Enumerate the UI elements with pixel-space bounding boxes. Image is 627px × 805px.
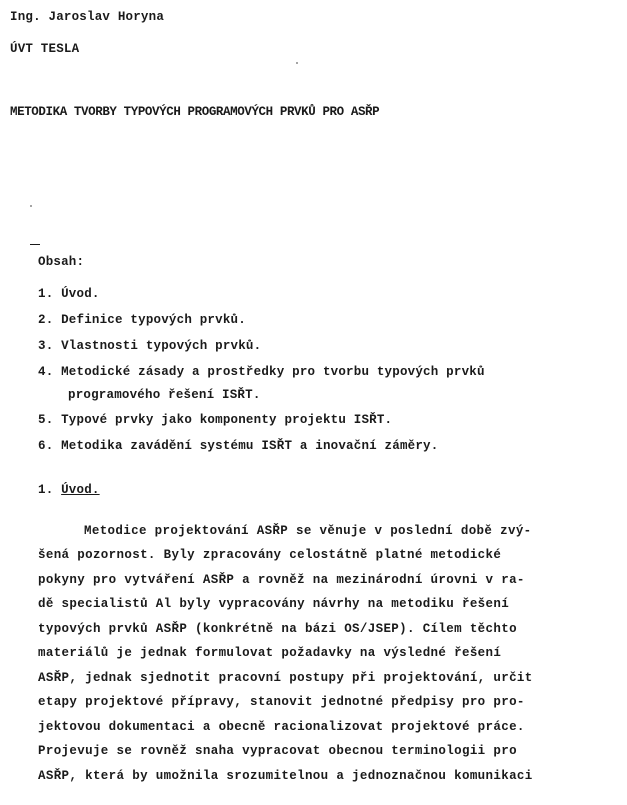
paragraph-line: ASŘP, která by umožnila srozumitelnou a jednoznačnou komunikaci [38, 769, 533, 783]
contents-heading: Obsah: [38, 255, 85, 269]
section-heading [38, 483, 100, 497]
paragraph-line: etapy projektové přípravy, stanovit jednotné předpisy pro pro- [38, 695, 525, 709]
scan-speck [296, 62, 298, 64]
paragraph-line: šená pozornost. Byly zpracovány celostátně platné metodické [38, 548, 502, 562]
margin-mark [30, 244, 40, 245]
document-title: METODIKA TVORBY TYPOVÝCH PROGRAMOVÝCH PRVKŮ PRO ASŘP [10, 105, 380, 119]
contents-item: 2. Definice typových prvků. [38, 313, 246, 327]
scan-speck [30, 205, 32, 207]
contents-item: 6. Metodika zavádění systému ISŘT a inovační záměry. [38, 439, 439, 453]
organization-name: ÚVT TESLA [10, 42, 80, 56]
paragraph-line: jektovou dokumentaci a obecně racionalizovat projektové práce. [38, 720, 525, 734]
contents-item: 5. Typové prvky jako komponenty projektu ISŘT. [38, 413, 393, 427]
paragraph-line: typových prvků ASŘP (konkrétně na bázi OS/JSEP). Cílem těchto [38, 622, 517, 636]
paragraph-line: materiálů je jednak formulovat požadavky na výsledné řešení [38, 646, 502, 660]
section-title: Úvod. [61, 483, 100, 497]
paragraph-line: Metodice projektování ASŘP se věnuje v poslední době zvý- [84, 524, 532, 538]
contents-item: 4. Metodické zásady a prostředky pro tvorbu typových prvků [38, 365, 485, 379]
contents-item: 3. Vlastnosti typových prvků. [38, 339, 262, 353]
paragraph-line: dě specialistů Al byly vypracovány návrhy na metodiku řešení [38, 597, 510, 611]
author-name: Ing. Jaroslav Horyna [10, 10, 165, 24]
paragraph-line: pokyny pro vytváření ASŘP a rovněž na mezinárodní úrovni v ra- [38, 573, 525, 587]
paragraph-line: ASŘP, jednak sjednotit pracovní postupy při projektování, určit [38, 671, 533, 685]
paragraph-line: Projevuje se rovněž snaha vypracovat obecnou terminologii pro [38, 744, 517, 758]
contents-item: 1. Úvod. [38, 287, 100, 301]
section-number: 1. [38, 483, 54, 497]
contents-item-continuation: programového řešení ISŘT. [68, 388, 261, 402]
